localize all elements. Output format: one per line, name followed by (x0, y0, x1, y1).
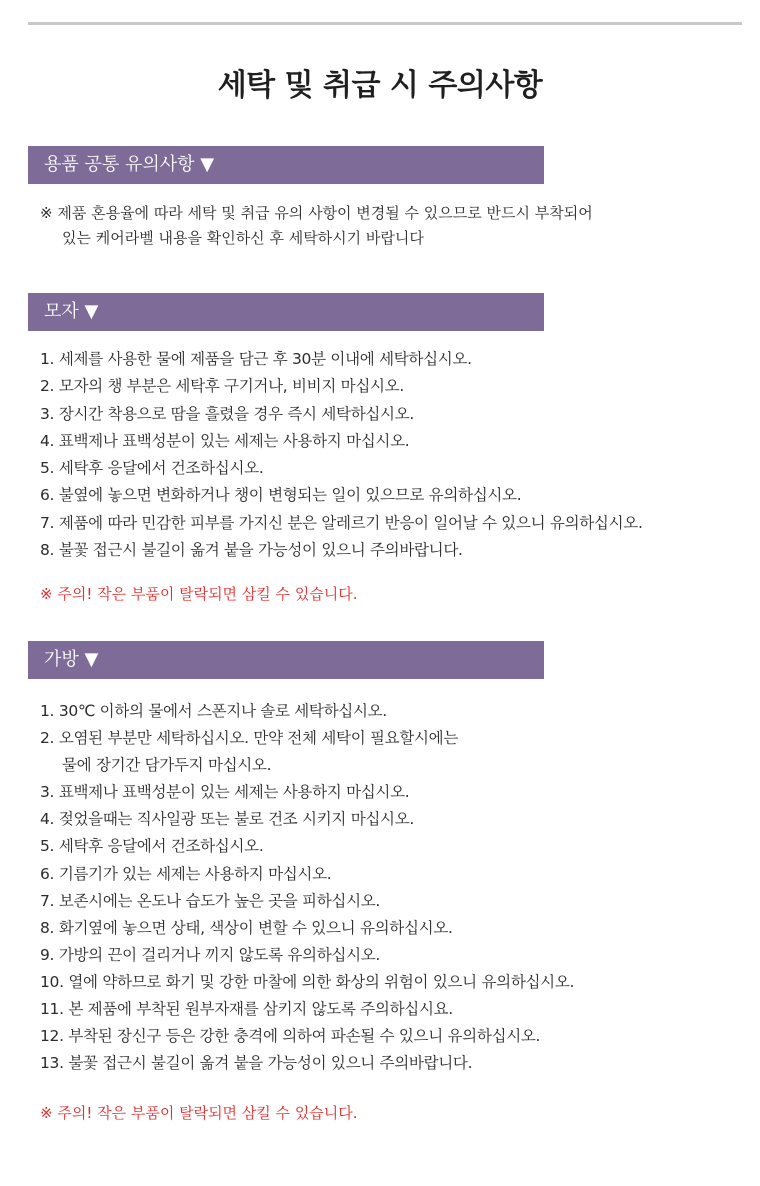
list-item: 2. 모자의 챙 부분은 세탁후 구기거나, 비비지 마십시오. (40, 377, 404, 396)
list-item: 1. 30℃ 이하의 물에서 스폰지나 솔로 세탁하십시오. (40, 702, 387, 720)
hat-warning: ※ 주의! 작은 부품이 탈락되면 삼킬 수 있습니다. (40, 585, 358, 603)
list-item: 3. 장시간 착용으로 땀을 흘렸을 경우 즉시 세탁하십시오. (40, 404, 415, 423)
common-note-line2: 있는 케어라벨 내용을 확인하신 후 세탁하시기 바랍니다 (62, 229, 424, 247)
page-title: 세탁 및 취급 시 주의사항 (217, 68, 543, 103)
list-item: 7. 보존시에는 온도나 습도가 높은 곳을 피하십시오. (40, 891, 381, 910)
list-item: 6. 기름기가 있는 세제는 사용하지 마십시오. (40, 864, 332, 883)
list-item: 4. 표백제나 표백성분이 있는 세제는 사용하지 마십시오. (40, 431, 410, 450)
list-item: 5. 세탁후 응달에서 건조하십시오. (40, 837, 264, 856)
list-item: 1. 세제를 사용한 물에 제품을 담근 후 30분 이내에 세탁하십시오. (40, 350, 472, 368)
bag-care-list (40, 698, 574, 1077)
list-item: 2. 오염된 부분만 세탁하십시오. 만약 전체 세탁이 필요할시에는 (40, 729, 459, 748)
list-item: 12. 부착된 장신구 등은 강한 충격에 의하여 파손될 수 있으니 유의하십시오. (40, 1027, 541, 1046)
common-note-line1: ※ 제품 혼용율에 따라 세탁 및 취급 유의 사항이 변경될 수 있으므로 반드시 부착되어 (40, 204, 593, 222)
section-header-common: 용품 공통 유의사항 ▼ (28, 146, 544, 184)
list-item: 13. 불꽃 접근시 불길이 옮겨 붙을 가능성이 있으니 주의바랍니다. (40, 1054, 473, 1073)
hat-care-list (40, 346, 643, 564)
list-item-continuation (40, 752, 574, 779)
section-header-hat: 모자 ▼ (28, 293, 544, 331)
list-item: 6. 불옆에 놓으면 변화하거나 챙이 변형되는 일이 있으므로 유의하십시오. (40, 486, 522, 505)
section-header-bag: 가방 ▼ (28, 641, 544, 679)
list-item: 10. 열에 약하므로 화기 및 강한 마찰에 의한 화상의 위험이 있으니 유의하십시오. (40, 972, 575, 991)
bag-warning: ※ 주의! 작은 부품이 탈락되면 삼킬 수 있습니다. (40, 1104, 358, 1122)
list-item: 8. 불꽃 접근시 불길이 옮겨 붙을 가능성이 있으니 주의바랍니다. (40, 541, 463, 560)
list-item: 8. 화기옆에 놓으면 상태, 색상이 변할 수 있으니 유의하십시오. (40, 918, 453, 937)
list-item: 4. 젖었을때는 직사일광 또는 불로 건조 시키지 마십시오. (40, 810, 415, 829)
list-item-continuation-text: 물에 장기간 담가두지 마십시오. (62, 756, 272, 775)
top-divider (28, 22, 742, 25)
list-item: 11. 본 제품에 부착된 원부자재를 삼키지 않도록 주의하십시요. (40, 1000, 453, 1019)
list-item: 7. 제품에 따라 민감한 피부를 가지신 분은 알레르기 반응이 일어날 수 있으니 유의하십시오. (40, 513, 643, 532)
list-item: 9. 가방의 끈이 걸리거나 끼지 않도록 유의하십시오. (40, 945, 381, 964)
list-item: 5. 세탁후 응달에서 건조하십시오. (40, 459, 264, 478)
list-item: 3. 표백제나 표백성분이 있는 세제는 사용하지 마십시오. (40, 783, 410, 802)
common-note (40, 201, 593, 251)
